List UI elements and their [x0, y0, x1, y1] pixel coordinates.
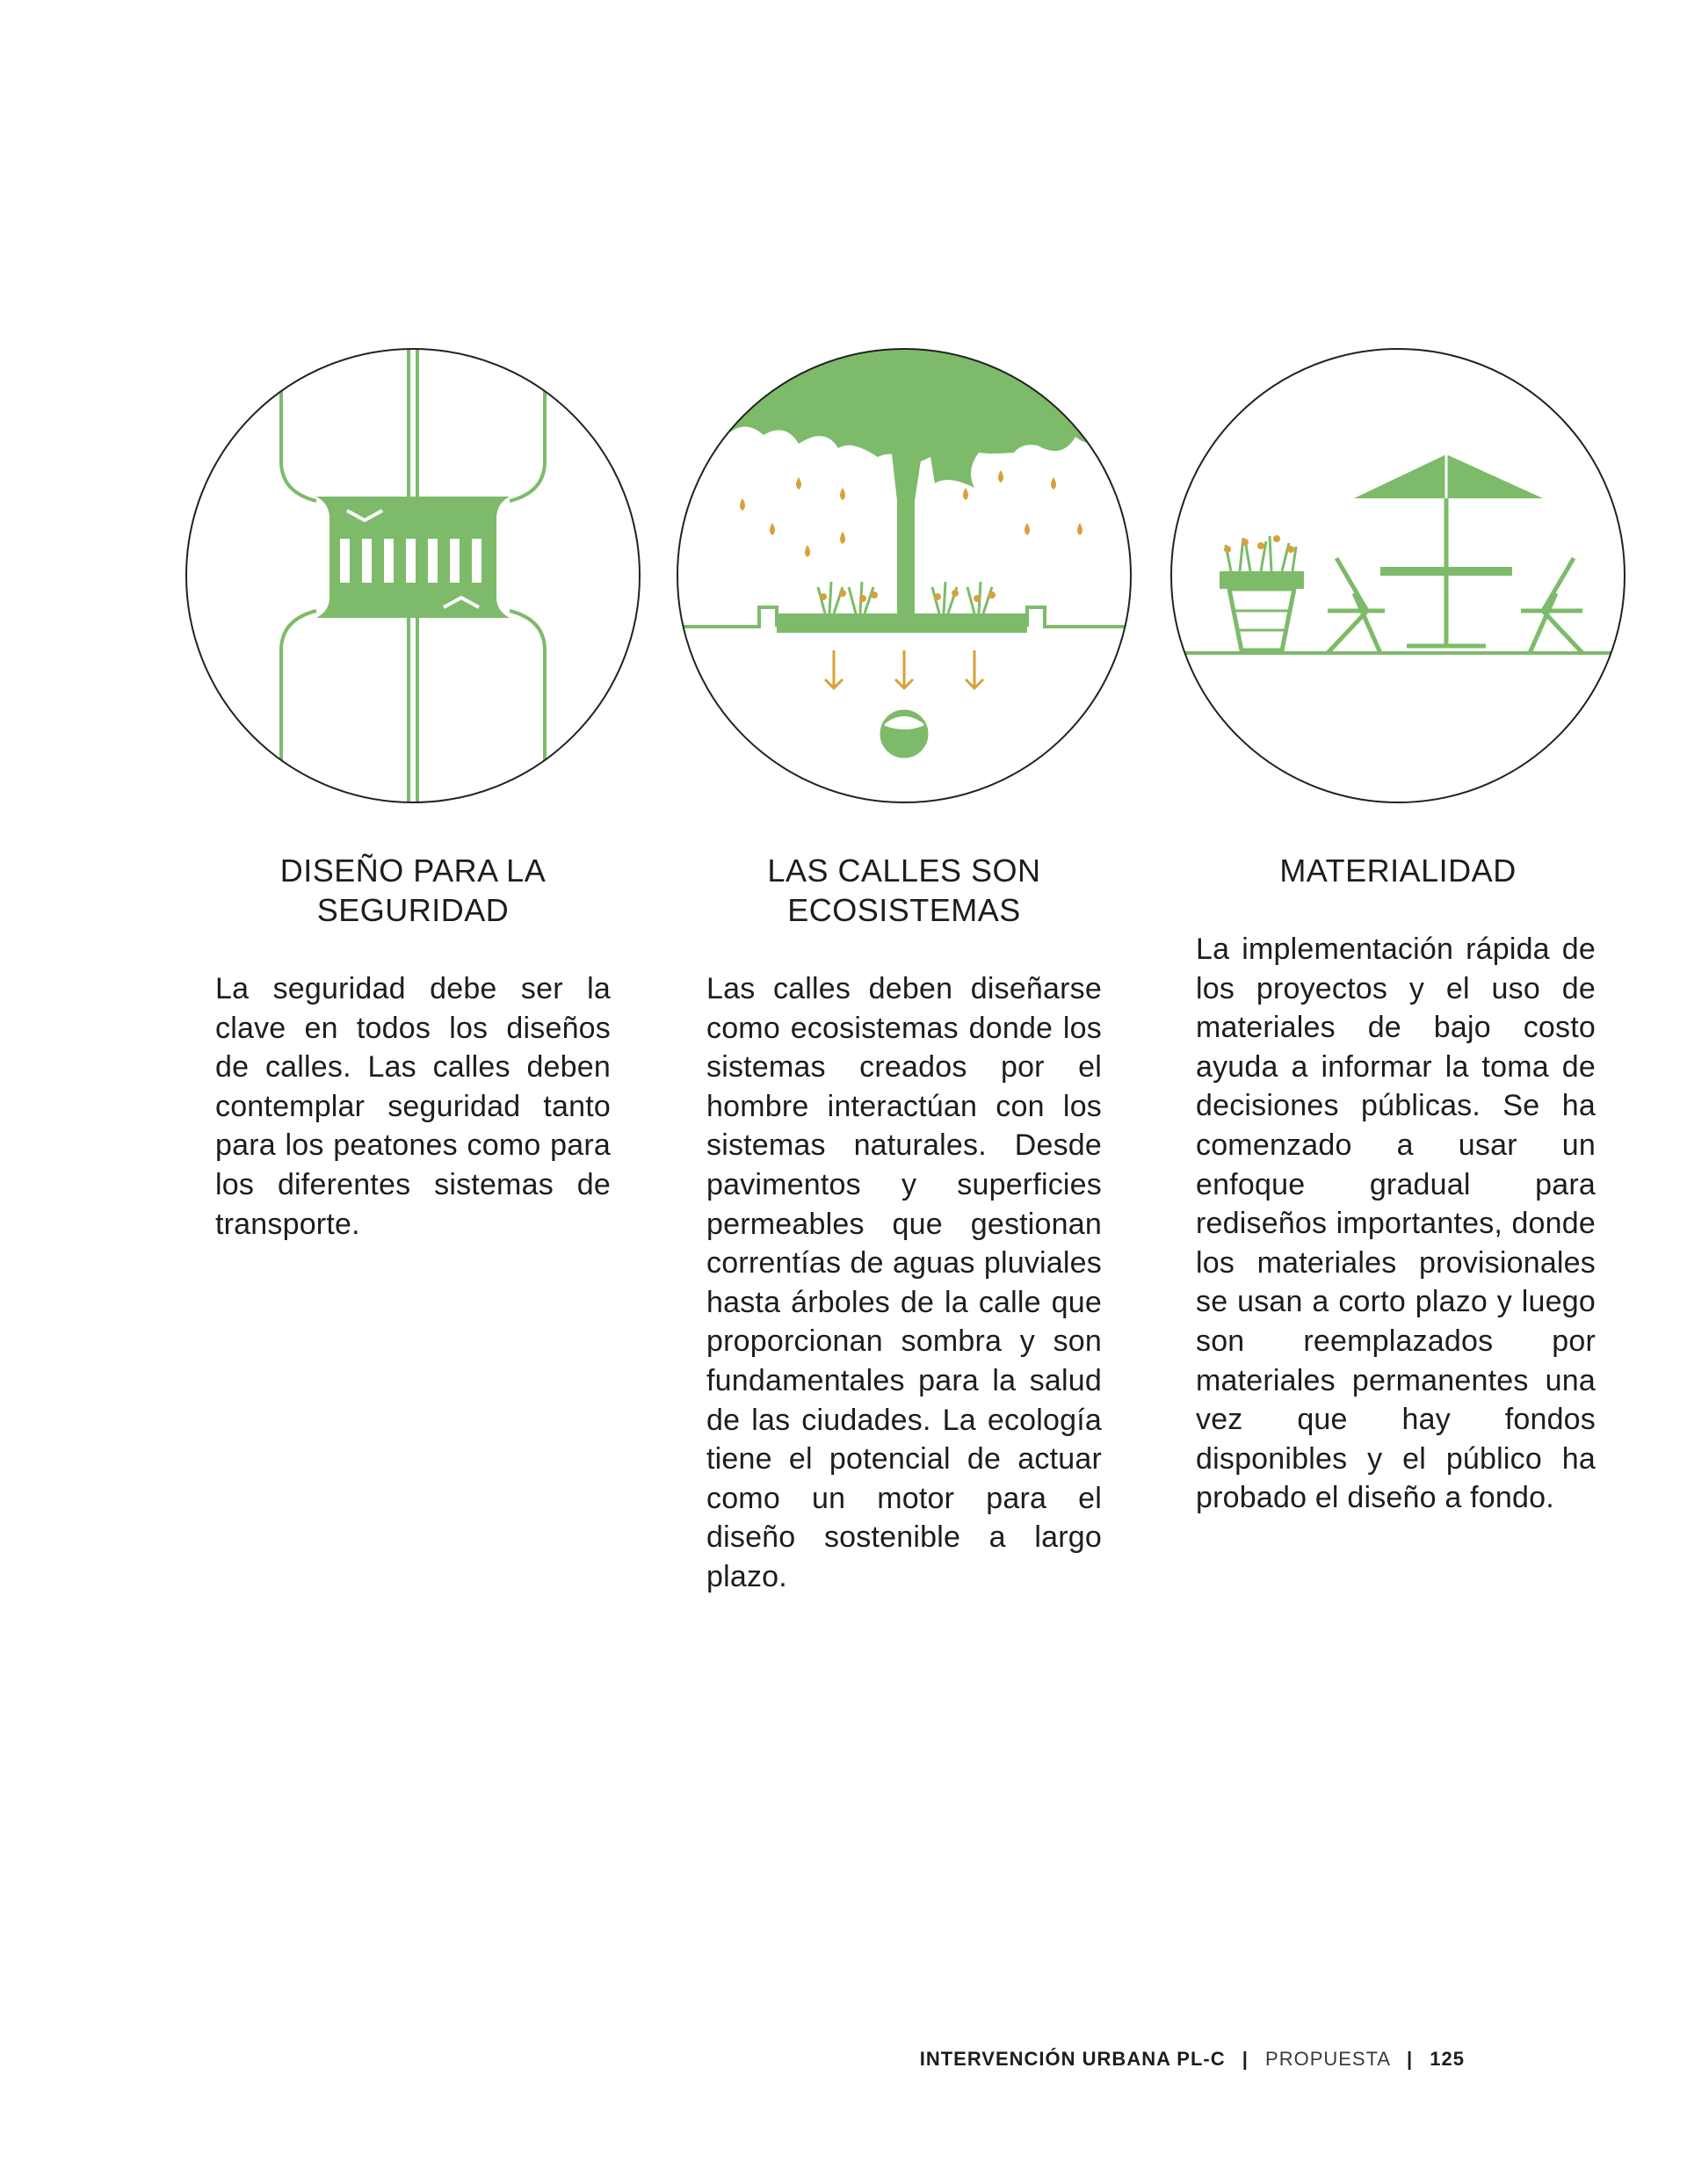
section-body: La seguridad debe ser la clave en todos los diseños de calles. Las calles deben contemplar seguridad tanto para los peatones como para los diferentes sistemas de transporte.	[215, 972, 611, 1241]
section-label: PROPUESTA	[1265, 2048, 1390, 2070]
street-crossing-icon	[185, 347, 641, 804]
section-title: LAS CALLES SON ECOSISTEMAS	[767, 853, 1041, 928]
tree-ecosystem-icon	[676, 347, 1133, 804]
section-title: DISEÑO PARA LA SEGURIDAD	[279, 853, 547, 928]
section-body: Las calles deben diseñarse como ecosistemas donde los sistemas creados por el hombre interactúan con los sistemas naturales. Desde pavimentos y superficies permeables que gestionan correntías de aguas pluviales hasta árboles de la calle que proporcionan sombra y son fundamentales para la salud de las ciudades. La ecología tiene el potencial de actuar como un motor para el diseño sostenible a largo plazo.	[706, 972, 1102, 1593]
footer-divider: |	[1242, 2048, 1249, 2070]
section-body: La implementación rápida de los proyectos y el uso de materiales de bajo costo ayuda a informar la toma de decisiones públicas. Se ha comenzado a usar un enfoque gradual para rediseños importantes, donde los materiales provisionales se usan a corto plazo y luego son reemplazados por materiales permanentes una vez que hay fondos disponibles y el público ha probado el diseño a fondo.	[1196, 932, 1596, 1515]
street-furniture-icon	[1169, 347, 1626, 804]
page-number: 125	[1430, 2048, 1465, 2070]
section-title: MATERIALIDAD	[1279, 853, 1517, 889]
page-footer	[920, 2048, 1465, 2071]
publication-title: INTERVENCIÓN URBANA PL-C	[919, 2048, 1226, 2070]
footer-divider: |	[1407, 2048, 1414, 2070]
